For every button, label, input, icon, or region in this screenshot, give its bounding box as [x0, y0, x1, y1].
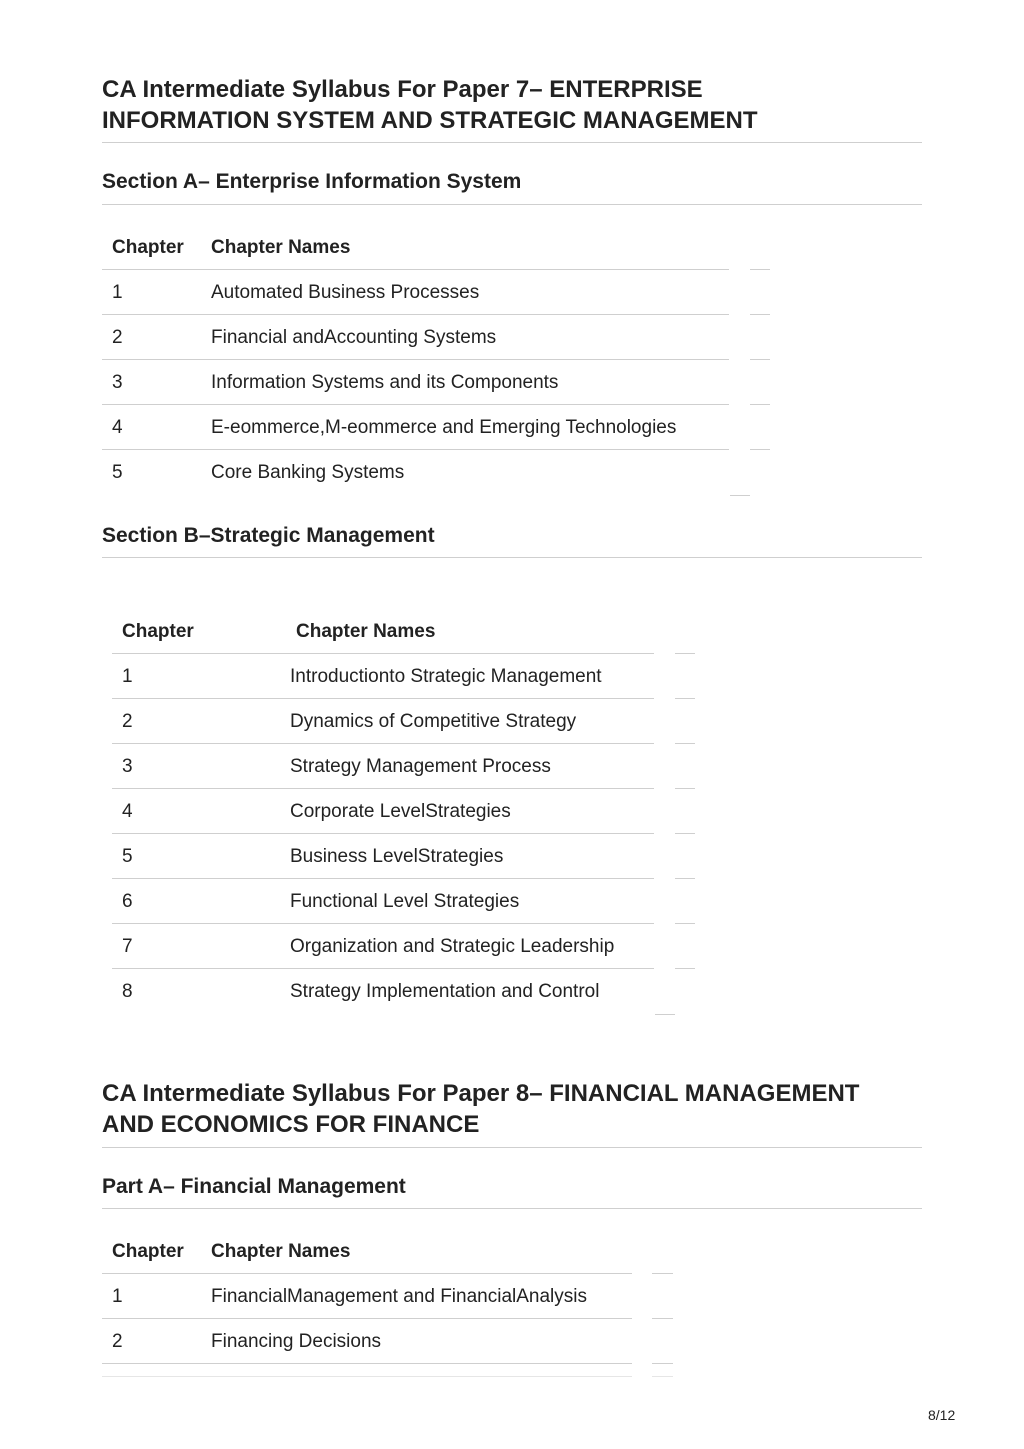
table-header-row: [102, 1229, 702, 1274]
table-row: 5 Business LevelStrategies: [112, 834, 712, 879]
table-row: 2 Financial andAccounting Systems: [102, 315, 782, 360]
paper8-title-line2: AND ECONOMICS FOR FINANCE: [102, 1111, 480, 1138]
paper7-title-divider: [102, 142, 922, 143]
part-a-table: [102, 1229, 702, 1364]
section-b-heading: Section B–Strategic Management: [102, 524, 435, 547]
paper7-title: [102, 74, 922, 136]
table-row: 1 FinancialManagement and FinancialAnalysis: [102, 1274, 702, 1319]
table-row: 2 Financing Decisions: [102, 1319, 702, 1364]
part-a-heading: Part A– Financial Management: [102, 1175, 406, 1198]
table-row: 7 Organization and Strategic Leadership: [112, 924, 712, 969]
table-row: 2 Dynamics of Competitive Strategy: [112, 699, 712, 744]
paper8-title-divider: [102, 1147, 922, 1148]
section-b-table: [112, 609, 712, 1014]
table-row: 5 Core Banking Systems: [112, 462, 405, 483]
section-a-table: [102, 225, 782, 495]
table-row: 1 Introductionto Strategic Management: [112, 654, 712, 699]
col-chapter-names-header: Chapter Names: [296, 621, 436, 642]
paper8-title: [102, 1078, 922, 1140]
table-row: 3 Information Systems and its Components: [102, 360, 782, 405]
table-row: 3 Strategy Management Process: [112, 744, 712, 789]
part-a-divider: [102, 1208, 922, 1209]
page-number: 8/12: [928, 1407, 956, 1423]
col-chapter-names-header: Chapter Names: [211, 237, 351, 258]
paper8-title-line1: CA Intermediate Syllabus For Paper 8– FINANCIAL MANAGEMENT: [102, 1080, 860, 1107]
table-row: 6 Functional Level Strategies: [112, 879, 712, 924]
section-a-heading: Section A– Enterprise Information System: [102, 170, 522, 193]
col-chapter-names-header: Chapter Names: [211, 1241, 351, 1262]
col-chapter-header: Chapter: [112, 237, 184, 258]
section-b-divider: [102, 557, 922, 558]
table-header-row: [102, 225, 782, 270]
paper7-title-line2: INFORMATION SYSTEM AND STRATEGIC MANAGEMENT: [102, 107, 758, 134]
col-chapter-header: Chapter: [112, 1241, 184, 1262]
paper7-title-line1: CA Intermediate Syllabus For Paper 7– ENTERPRISE: [102, 76, 703, 103]
col-chapter-header: Chapter: [122, 621, 194, 642]
table-row: 1 Automated Business Processes: [102, 270, 782, 315]
table-header-row: [112, 609, 712, 654]
section-a-divider: [102, 204, 922, 205]
table-row: 8 Strategy Implementation and Control: [122, 981, 600, 1002]
table-row: 4 Corporate LevelStrategies: [112, 789, 712, 834]
table-row: 4 E-eommerce,M-eommerce and Emerging Technologies: [102, 405, 782, 450]
